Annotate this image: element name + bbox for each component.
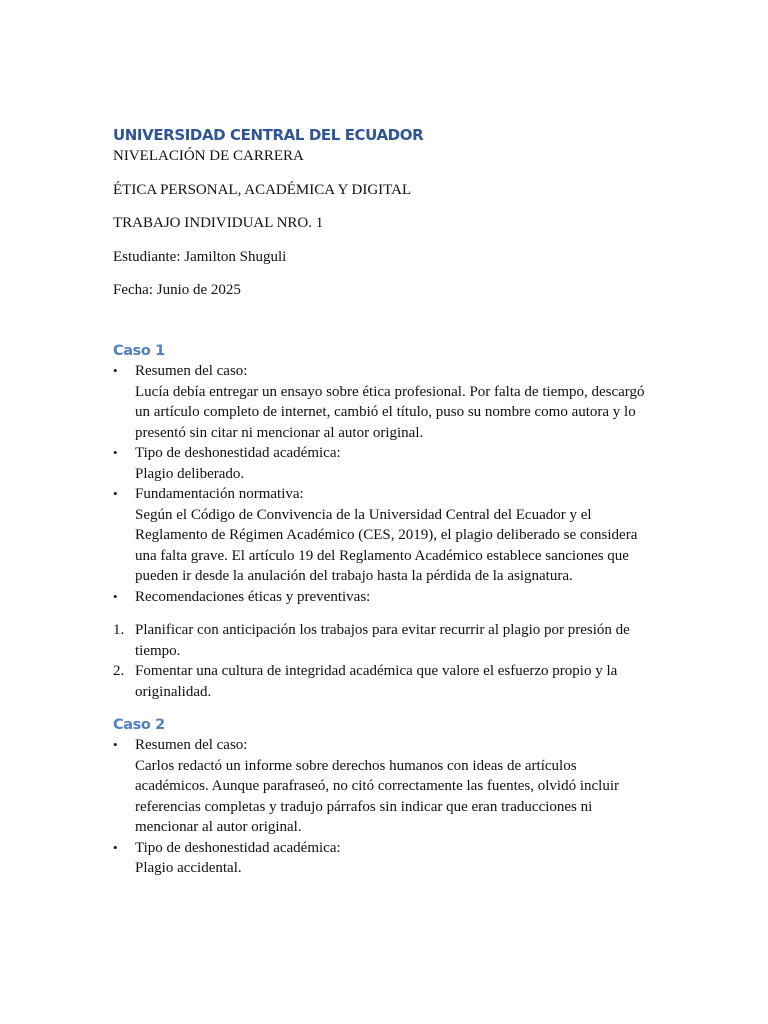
item-text-line: tiempo. (135, 642, 181, 659)
list-item (113, 838, 653, 879)
case-1-section (113, 341, 653, 702)
case-2-bullet-list (113, 735, 653, 879)
item-text-line: Planificar con anticipación los trabajos para evitar recurrir al plagio por presión de (135, 622, 630, 638)
item-text-line: originalidad. (135, 683, 212, 700)
item-text-line: pueden ir desde la anulación del trabajo hasta la pérdida de la asignatura. (135, 568, 573, 584)
list-item (113, 661, 653, 702)
bullet-icon: • (113, 588, 118, 604)
date-line: Fecha: Junio de 2025 (113, 282, 241, 298)
item-label: Fundamentación normativa: (135, 486, 304, 502)
item-text-line: académicos. Aunque parafraseó, no citó correctamente las fuentes, olvidó incluir (135, 778, 619, 794)
item-text-line: Reglamento de Régimen Académico (CES, 2019), el plagio deliberado se considera (135, 527, 638, 543)
item-label: Tipo de deshonestidad académica: (135, 445, 341, 461)
recommendations-list (113, 620, 653, 702)
list-number: 2. (113, 663, 125, 679)
item-label: Recomendaciones éticas y preventivas: (135, 588, 371, 605)
list-item (113, 443, 653, 484)
case-2-section (113, 715, 653, 879)
item-text-line: Lucía debía entregar un ensayo sobre ética profesional. Por falta de tiempo, descargó (135, 383, 645, 400)
list-item (113, 735, 653, 838)
student-line: Estudiante: Jamilton Shuguli (113, 248, 287, 265)
case-heading: Caso 2 (113, 717, 165, 733)
document-page (113, 125, 653, 879)
bullet-icon: • (113, 445, 118, 460)
item-text-line: mencionar al autor original. (135, 819, 302, 835)
item-text-line: un artículo completo de internet, cambió el título, puso su nombre como autora y lo (135, 404, 636, 420)
case-heading: Caso 1 (113, 343, 165, 359)
item-text-line: Plagio deliberado. (135, 465, 245, 482)
item-label: Resumen del caso: (135, 737, 248, 753)
item-text-line: Carlos redactó un informe sobre derechos humanos con ideas de artículos (135, 757, 577, 774)
item-text-line: presentó sin citar ni mencionar al autor original. (135, 424, 424, 441)
item-text-line: Plagio accidental. (135, 860, 242, 876)
subject-line: ÉTICA PERSONAL, ACADÉMICA Y DIGITAL (113, 181, 412, 198)
list-number: 1. (113, 622, 125, 638)
program-line: NIVELACIÓN DE CARRERA (113, 148, 304, 164)
bullet-icon: • (113, 363, 118, 378)
list-item (113, 587, 653, 608)
item-text-line: Según el Código de Convivencia de la Universidad Central del Ecuador y el (135, 506, 592, 523)
document-header (113, 125, 653, 300)
university-title: UNIVERSIDAD CENTRAL DEL ECUADOR (113, 126, 424, 144)
case-1-bullet-list (113, 361, 653, 607)
list-item (113, 620, 653, 661)
item-label: Resumen del caso: (135, 363, 248, 379)
list-item (113, 361, 653, 443)
item-text-line: referencias completas y tradujo párrafos sin indicar que eran traducciones ni (135, 798, 593, 815)
item-text-line: una falta grave. El artículo 19 del Reglamento Académico establece sanciones que (135, 547, 629, 564)
bullet-icon: • (113, 737, 118, 752)
bullet-icon: • (113, 839, 118, 855)
list-item (113, 484, 653, 587)
bullet-icon: • (113, 486, 118, 501)
assignment-line: TRABAJO INDIVIDUAL NRO. 1 (113, 215, 324, 231)
item-text-line: Fomentar una cultura de integridad académica que valore el esfuerzo propio y la (135, 663, 618, 679)
item-label: Tipo de deshonestidad académica: (135, 839, 341, 856)
